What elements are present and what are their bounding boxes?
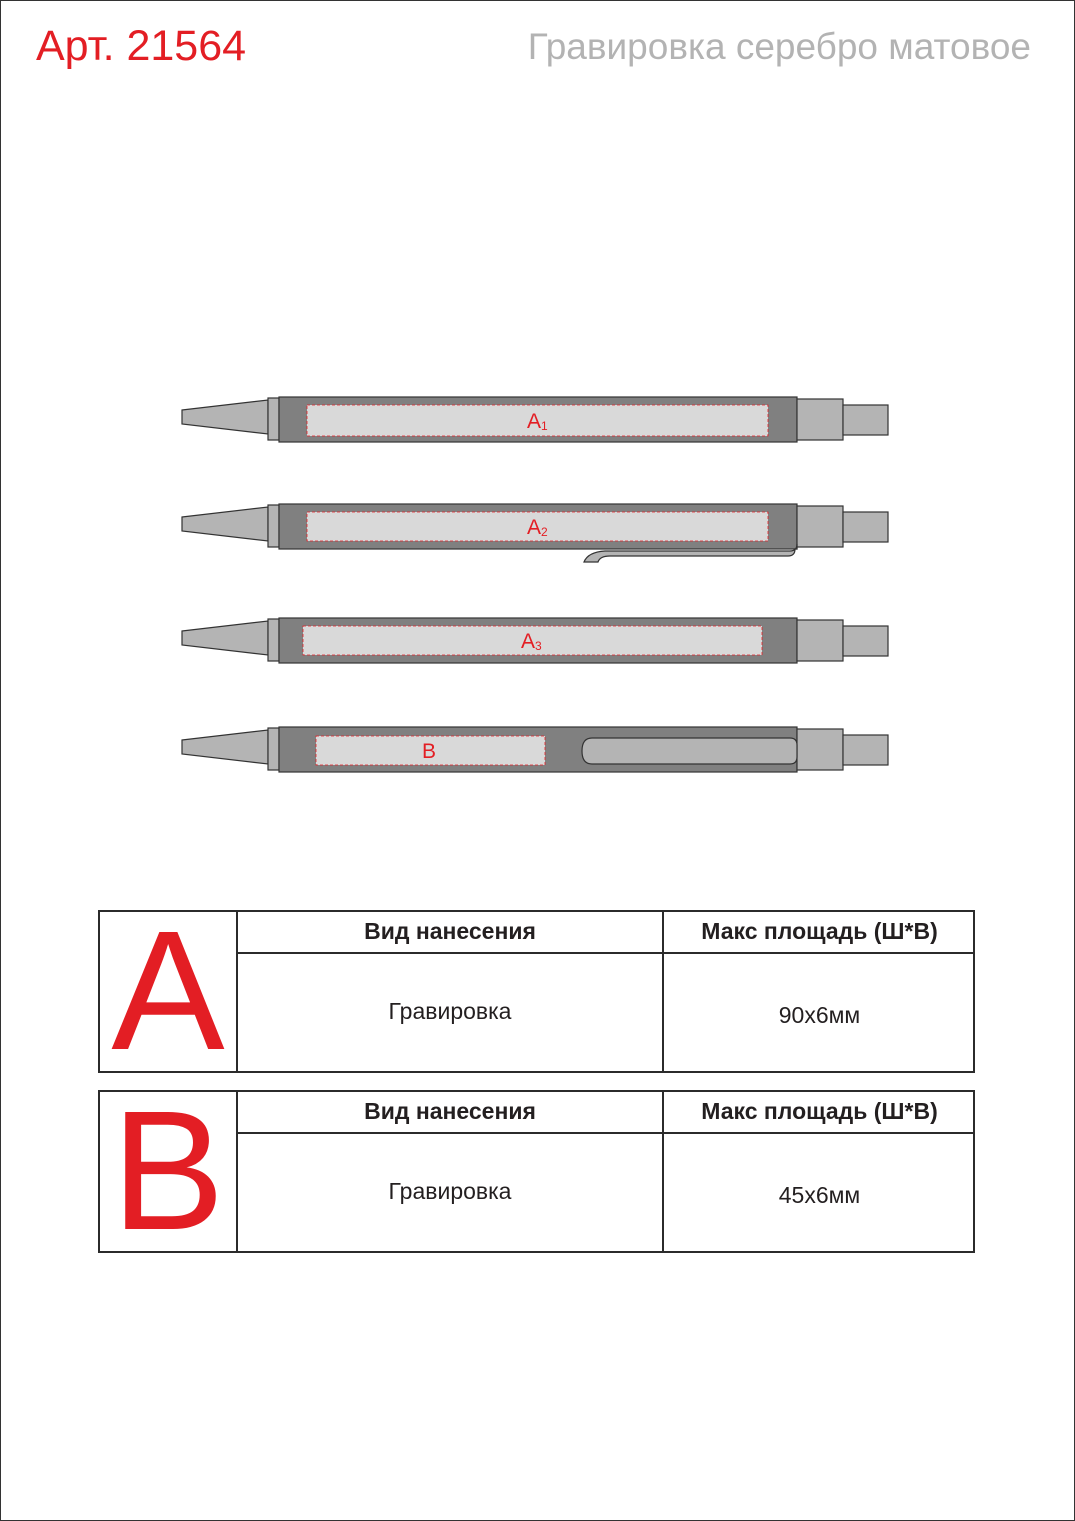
area-header: Макс площадь (Ш*В): [701, 1098, 938, 1124]
zone-letter: B: [111, 1076, 225, 1266]
zone-letter-cell: [100, 1076, 238, 1266]
pen-cap: [797, 399, 843, 440]
pen-tip: [182, 730, 268, 764]
pen-drawings: [0, 370, 1075, 790]
pen-cap: [797, 620, 843, 661]
pen-top-clip: [182, 397, 888, 442]
spec-table-a: [98, 896, 975, 1086]
pen-cap: [797, 729, 843, 770]
zone-label-a3: A3: [521, 630, 542, 653]
area-header: Макс площадь (Ш*В): [701, 918, 938, 944]
pen-ring: [268, 619, 279, 661]
pen-cap: [797, 506, 843, 547]
pen-bottom-clip: [182, 504, 888, 562]
pen-tip: [182, 400, 268, 434]
pen-ring: [268, 398, 279, 440]
pen-front-clip: [182, 727, 888, 772]
method-header: Вид нанесения: [364, 1098, 536, 1124]
pen-button: [843, 735, 888, 765]
pen-side: [182, 618, 888, 663]
spec-table-b: [98, 1076, 975, 1266]
print-method-title: Гравировка серебро матовое: [527, 26, 1031, 67]
method-value: Гравировка: [388, 1178, 512, 1204]
method-header: Вид нанесения: [364, 918, 536, 944]
area-value: 45х6мм: [778, 1182, 861, 1208]
pen-clip: [582, 738, 797, 764]
pen-button: [843, 405, 888, 435]
zone-letter: A: [111, 896, 225, 1086]
pen-ring: [268, 728, 279, 770]
pen-tip: [182, 507, 268, 541]
article-number: Арт. 21564: [36, 22, 247, 70]
zone-label-b: B: [422, 740, 437, 763]
zone-label-a1: A1: [527, 410, 548, 433]
area-value: 90х6мм: [778, 1002, 861, 1028]
pen-button: [843, 512, 888, 542]
pen-ring: [268, 505, 279, 547]
pen-tip: [182, 621, 268, 655]
zone-label-a2: A2: [527, 516, 548, 539]
method-value: Гравировка: [388, 998, 512, 1024]
zone-letter-cell: [100, 896, 238, 1086]
pen-button: [843, 626, 888, 656]
